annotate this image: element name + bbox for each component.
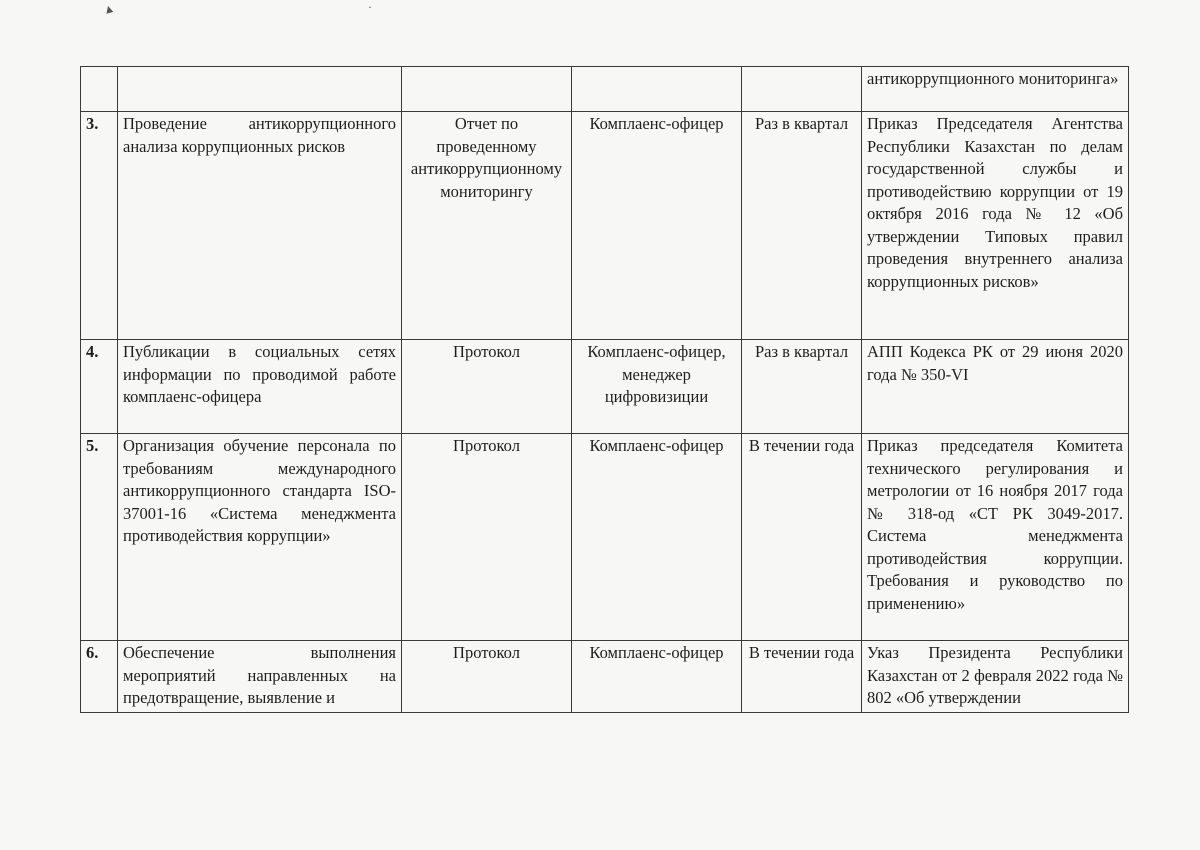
- row-term: [742, 67, 862, 112]
- table-row-continuation: [81, 67, 1129, 112]
- row-number: 3.: [81, 112, 118, 340]
- row-term: В течении года: [742, 434, 862, 641]
- table-row: [81, 641, 1129, 713]
- table-row: [81, 112, 1129, 340]
- row-activity: Организация обучение персонала по требованиям международного антикоррупционного стандарта ISO-37001-16 «Система менеджмента противодействия коррупции»: [118, 434, 402, 641]
- row-form: Протокол: [402, 434, 572, 641]
- table-row: [81, 434, 1129, 641]
- row-basis: Приказ Председателя Агентства Республики Казахстан по делам государственной службы и противодействию коррупции от 19 октября 2016 года № 12 «Об утверждении Типовых правил проведения внутреннего анализа коррупционных рисков»: [862, 112, 1129, 340]
- row-activity: Обеспечение выполнения мероприятий направленных на предотвращение, выявление и: [118, 641, 402, 713]
- scan-artifact-dot: ·: [368, 0, 372, 14]
- row-form: Протокол: [402, 641, 572, 713]
- row-term: Раз в квартал: [742, 112, 862, 340]
- row-number: 4.: [81, 340, 118, 434]
- row-term: Раз в квартал: [742, 340, 862, 434]
- row-basis: Указ Президента Республики Казахстан от 2 февраля 2022 года № 802 «Об утверждении: [862, 641, 1129, 713]
- row-basis: Приказ председателя Комитета технического регулирования и метрологии от 16 ноября 2017 года № 318-од «СТ РК 3049-2017. Система менеджмента противодействия коррупции. Требования и руководство по применению»: [862, 434, 1129, 641]
- row-term: В течении года: [742, 641, 862, 713]
- row-number: 6.: [81, 641, 118, 713]
- row-responsible: Комплаенс-офицер, менеджер цифровизиции: [572, 340, 742, 434]
- row-number: 5.: [81, 434, 118, 641]
- scan-artifact-mark: ▲: [101, 0, 117, 18]
- row-number: [81, 67, 118, 112]
- row-form: Отчет по проведенному антикоррупционному мониторингу: [402, 112, 572, 340]
- row-responsible: Комплаенс-офицер: [572, 641, 742, 713]
- row-basis: антикоррупционного мониторинга»: [862, 67, 1129, 112]
- table-row: [81, 340, 1129, 434]
- row-activity: [118, 67, 402, 112]
- row-form: [402, 67, 572, 112]
- row-responsible: Комплаенс-офицер: [572, 112, 742, 340]
- measures-table: [80, 66, 1129, 713]
- row-basis: АПП Кодекса РК от 29 июня 2020 года № 350-VI: [862, 340, 1129, 434]
- row-responsible: Комплаенс-офицер: [572, 434, 742, 641]
- row-form: Протокол: [402, 340, 572, 434]
- row-responsible: [572, 67, 742, 112]
- row-activity: Публикации в социальных сетях информации по проводимой работе комплаенс-офицера: [118, 340, 402, 434]
- row-activity: Проведение антикоррупционного анализа коррупционных рисков: [118, 112, 402, 340]
